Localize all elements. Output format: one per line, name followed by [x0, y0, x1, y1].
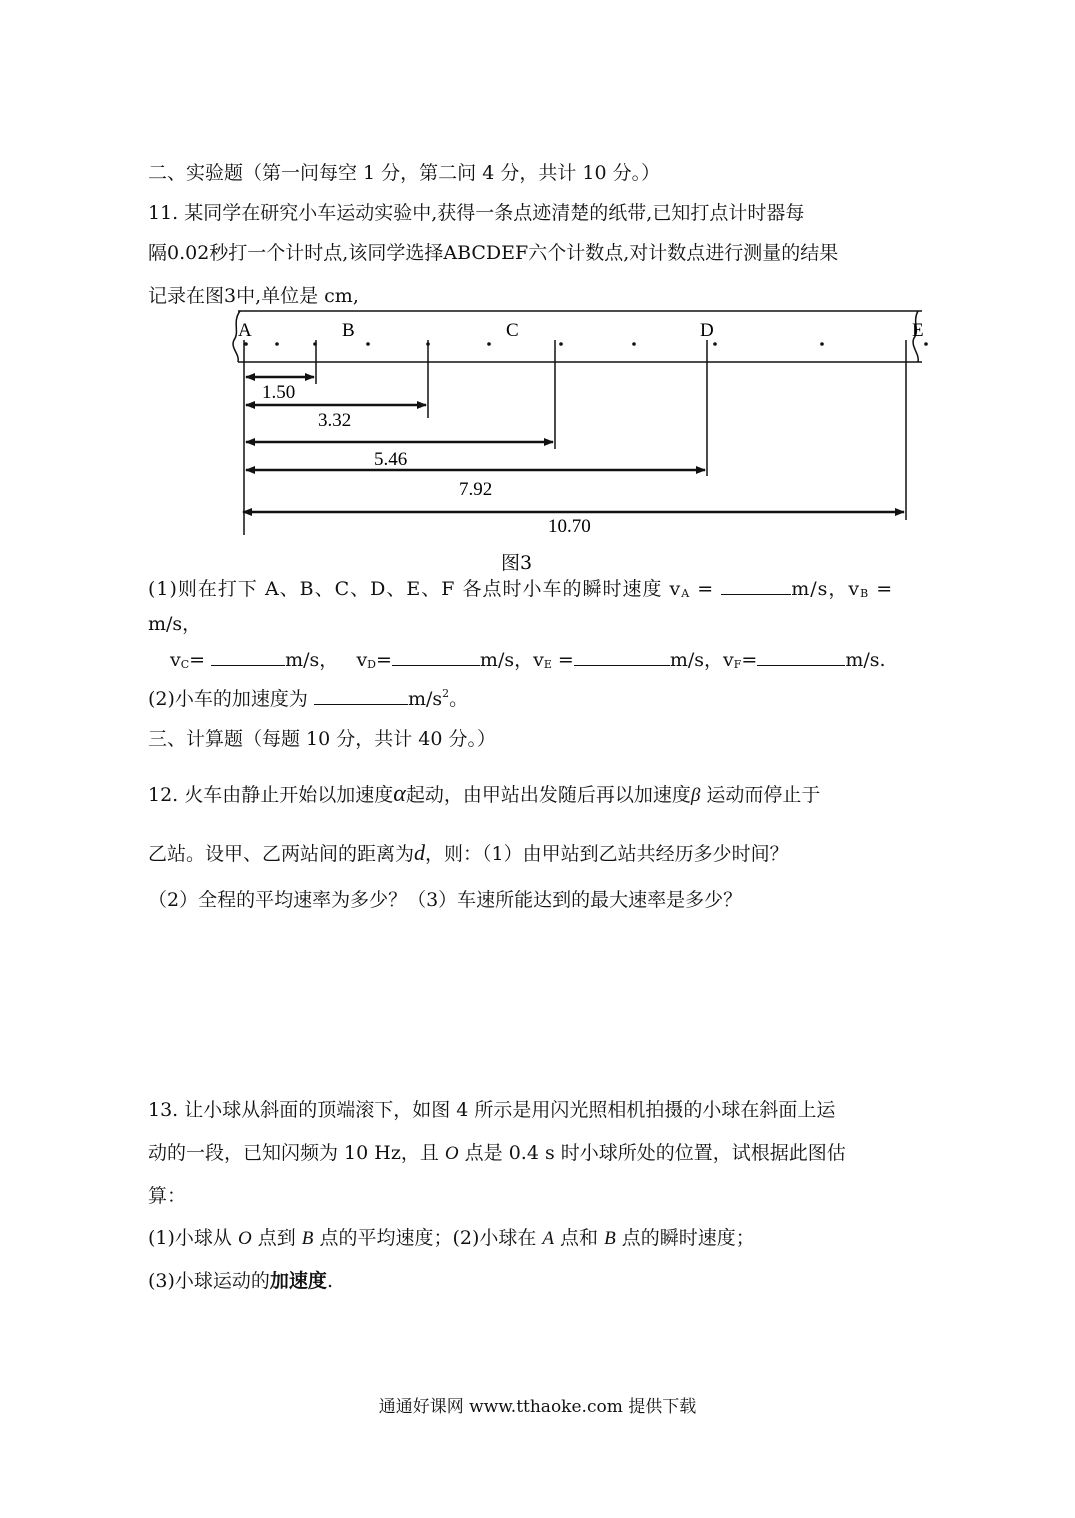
comma-vb: ，v — [828, 578, 861, 600]
point-label-d: D — [700, 320, 714, 341]
period: 。 — [449, 688, 469, 710]
point-label-a: A — [238, 320, 252, 341]
answer-blank-vf[interactable] — [757, 647, 845, 666]
beta-symbol: β — [690, 785, 701, 806]
footer: 通通好课网 www.tthaoke.com 提供下载 — [378, 1397, 697, 1417]
q11-part1-line3 — [170, 647, 886, 678]
v-f: v — [723, 649, 734, 671]
tape-dot — [632, 342, 636, 346]
o-symbol: O — [237, 1228, 252, 1249]
alpha-symbol: α — [393, 781, 406, 807]
q11-part2 — [148, 681, 468, 712]
tape-dots — [244, 342, 928, 346]
sub-e: E — [543, 658, 552, 671]
o-point-symbol: O — [444, 1143, 459, 1164]
q13-p1d: 点和 — [554, 1227, 605, 1249]
q11-line2: 隔0.02秒打一个计时点,该同学选择ABCDEF六个计数点,对计数点进行测量的结果 — [148, 242, 839, 264]
q13-p3c: . — [326, 1270, 333, 1292]
q12-line1a: 12. 火车由静止开始以加速度 — [148, 784, 394, 806]
answer-blank-vc[interactable] — [211, 647, 285, 666]
b-symbol: B — [301, 1228, 314, 1249]
tape-dot — [820, 342, 824, 346]
sep-e: ， — [704, 649, 724, 671]
sub-c: C — [180, 658, 190, 671]
eq-c: = — [189, 649, 206, 671]
q11-part1-line2: m/s， — [148, 613, 202, 635]
figure-caption: 图3 — [501, 552, 533, 574]
v-c: v — [170, 649, 181, 671]
q13-p1b: 点到 — [251, 1227, 302, 1249]
q13-line1: 13. 让小球从斜面的顶端滚下，如图 4 所示是用闪光照相机拍摄的小球在斜面上运 — [148, 1099, 836, 1121]
measure-label-5-46: 5.46 — [374, 449, 408, 470]
unit-f: m/s. — [845, 649, 886, 671]
q13-p1c: 点的平均速度；(2)小球在 — [313, 1227, 543, 1249]
section2-title: 二、实验题（第一问每空 1 分，第二问 4 分，共计 10 分。） — [148, 162, 661, 184]
q12-line2b: ，则：（1）由甲站到乙站共经历多少时间？ — [425, 843, 789, 865]
q13-p3a: (3)小球运动的 — [148, 1270, 270, 1292]
point-label-b: B — [342, 320, 355, 341]
unit-e: m/s — [669, 649, 705, 671]
sub-a: A — [681, 587, 691, 600]
eq-f: = — [741, 649, 758, 671]
unit-acc: m/s — [407, 688, 443, 710]
a-symbol: A — [542, 1228, 555, 1249]
sub-d: D — [367, 658, 376, 671]
d-symbol: d — [414, 840, 426, 865]
unit-d: m/s — [479, 649, 515, 671]
point-label-e: E — [912, 320, 924, 341]
tape-dot — [275, 342, 279, 346]
q13-line2a: 动的一段，已知闪频为 10 Hz，且 — [148, 1142, 445, 1164]
tape-dot — [713, 342, 717, 346]
sub-b: B — [860, 587, 870, 600]
q13-line3: 算： — [148, 1185, 187, 1207]
sup-2: 2 — [442, 687, 450, 700]
q13-part1 — [148, 1225, 755, 1252]
measure-label-3-32: 3.32 — [318, 410, 352, 431]
measure-label-7-92: 7.92 — [459, 479, 493, 500]
q13-line2b: 点是 0.4 s 时小球所处的位置，试根据此图估 — [458, 1142, 846, 1164]
sub-f: F — [733, 658, 742, 671]
q12-line2a: 乙站。设甲、乙两站间的距离为 — [148, 843, 415, 865]
sep-c: ， — [319, 649, 339, 671]
eq-a: = — [690, 578, 722, 600]
answer-blank-ve[interactable] — [574, 647, 670, 666]
answer-blank-va[interactable] — [721, 576, 791, 595]
q11-part1-line1 — [148, 576, 893, 607]
measure-label-1-50: 1.50 — [262, 382, 296, 403]
part2-prefix: (2)小车的加速度为 — [148, 688, 314, 710]
q13-p1e: 点的瞬时速度； — [615, 1227, 755, 1249]
tape-dot — [487, 342, 491, 346]
q13-line2 — [148, 1140, 846, 1167]
part1-prefix: (1)则在打下 A、B、C、D、E、F 各点时小车的瞬时速度 v — [148, 578, 682, 600]
eq-d: = — [376, 649, 392, 671]
unit-c: m/s — [285, 649, 320, 671]
point-label-c: C — [506, 320, 519, 341]
answer-blank-acceleration[interactable] — [314, 686, 408, 705]
v-e: v — [533, 649, 544, 671]
b-symbol-2: B — [604, 1228, 616, 1249]
tape-dot — [559, 342, 563, 346]
q11-line1: 11. 某同学在研究小车运动实验中,获得一条点迹清楚的纸带,已知打点计时器每 — [148, 202, 805, 224]
tape-dot — [366, 342, 370, 346]
sep-d: ， — [514, 649, 534, 671]
q12-line1c: 运动而停止于 — [700, 784, 821, 806]
section3-title: 三、计算题（每题 10 分，共计 40 分。） — [148, 728, 497, 750]
v-d: v — [356, 649, 368, 671]
q12-line2 — [148, 840, 789, 867]
q12-line3: （2）全程的平均速率为多少？（3）车速所能达到的最大速率是多少？ — [148, 889, 743, 911]
q12-line1b: 起动，由甲站出发随后再以加速度 — [405, 784, 691, 806]
q12-line1 — [148, 781, 820, 809]
q13-part3 — [148, 1268, 333, 1294]
q11-line3: 记录在图3中,单位是 cm, — [148, 285, 359, 307]
q13-p3b: 加速度 — [269, 1270, 327, 1292]
eq-e: = — [557, 649, 574, 671]
unit-a: m/s — [791, 578, 829, 600]
measure-label-10-70: 10.70 — [548, 516, 591, 537]
tape-dot — [924, 342, 928, 346]
eq-b: = — [869, 578, 894, 600]
q13-p1a: (1)小球从 — [148, 1227, 238, 1249]
answer-blank-vd[interactable] — [392, 647, 480, 666]
